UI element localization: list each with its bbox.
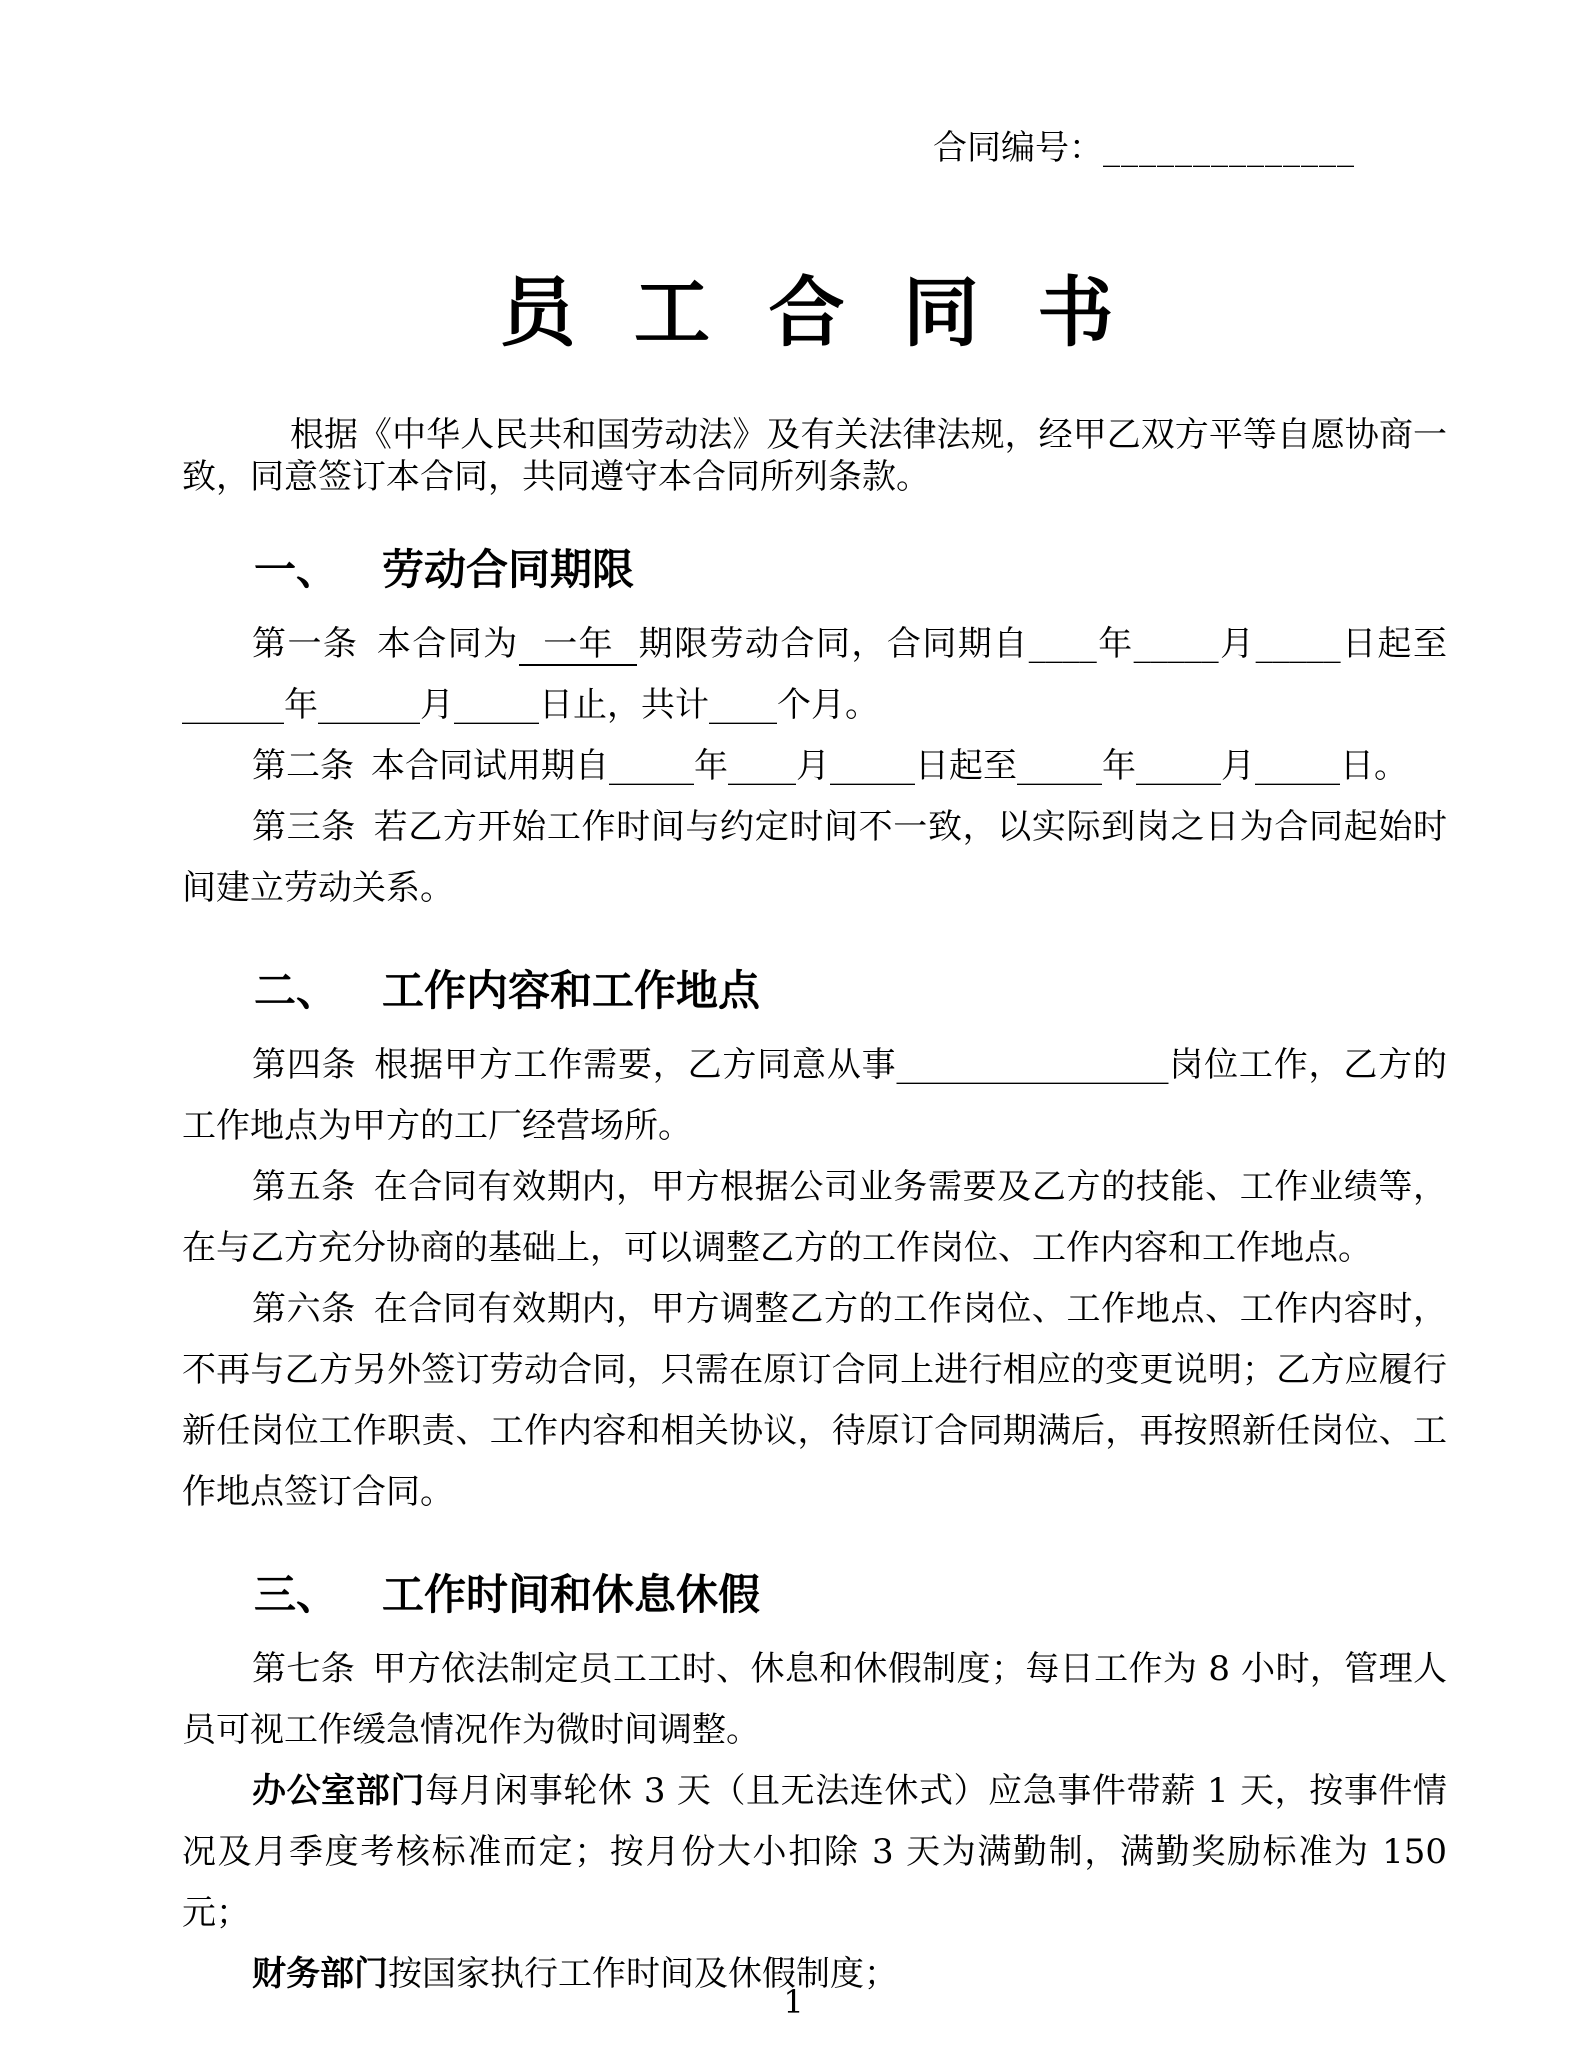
article-7-paragraph: 第七条 甲方依法制定员工工时、休息和休假制度；每日工作为 8 小时，管理人员可视工作缓急情况作为微时间调整。: [182, 1649, 1447, 1750]
article-1-text-pre: 第一条 本合同为: [252, 624, 519, 664]
article-3-paragraph: 第三条 若乙方开始工作时间与约定时间不一致，以实际到岗之日为合同起始时间建立劳动关系。: [182, 807, 1447, 908]
contract-number-blank: ______________: [1103, 128, 1355, 168]
section-numeral: 一、: [254, 545, 339, 594]
contract-number-label: 合同编号：: [933, 128, 1103, 168]
page-number: 1: [783, 1983, 804, 2021]
office-department-lead: 办公室部门: [252, 1771, 425, 1811]
contract-number-row: [182, 128, 1447, 168]
section-numeral: 二、: [254, 966, 339, 1015]
article-1-text-post: 期限劳动合同，合同期自____年_____月_____日起至______年______月_____日止，共计____个月。: [182, 624, 1448, 725]
section-title: 工作内容和工作地点: [382, 966, 761, 1015]
article-4-paragraph: 第四条 根据甲方工作需要，乙方同意从事________________岗位工作，乙方的工作地点为甲方的工厂经营场所。: [182, 1045, 1447, 1146]
section-heading-2: [254, 965, 1447, 1017]
finance-department-lead: 财务部门: [252, 1954, 388, 1994]
intro-paragraph: 根据《中华人民共和国劳动法》及有关法律法规，经甲乙双方平等自愿协商一致，同意签订本合同，共同遵守本合同所列条款。: [182, 415, 1447, 497]
section-numeral: 三、: [254, 1570, 339, 1619]
article-1-term-blank: 一年: [519, 624, 637, 666]
finance-department-text: 按国家执行工作时间及休假制度；: [388, 1954, 898, 1994]
section-heading-3: [254, 1569, 1447, 1621]
article-2-paragraph: 第二条 本合同试用期自_____年____月_____日起至_____年_____月_____日。: [252, 746, 1408, 786]
section-title: 劳动合同期限: [382, 545, 635, 594]
office-department-text: 每月闲事轮休 3 天（且无法连休式）应急事件带薪 1 天，按事件情况及月季度考核标准而定；按月份大小扣除 3 天为满勤制，满勤奖励标准为 150 元；: [182, 1771, 1448, 1933]
section-heading-1: [254, 544, 1447, 596]
document-title: 员 工 合 同 书: [499, 268, 1130, 357]
article-5-paragraph: 第五条 在合同有效期内，甲方根据公司业务需要及乙方的技能、工作业绩等，在与乙方充分协商的基础上，可以调整乙方的工作岗位、工作内容和工作地点。: [182, 1167, 1447, 1268]
article-1-paragraph: [182, 614, 1447, 736]
office-department-paragraph: [182, 1761, 1447, 1944]
section-title: 工作时间和休息休假: [382, 1570, 761, 1619]
article-6-paragraph: 第六条 在合同有效期内，甲方调整乙方的工作岗位、工作地点、工作内容时，不再与乙方另外签订劳动合同，只需在原订合同上进行相应的变更说明；乙方应履行新任岗位工作职责、工作内容和相关协议，待原订合同期满后，再按照新任岗位、工作地点签订合同。: [182, 1289, 1447, 1512]
